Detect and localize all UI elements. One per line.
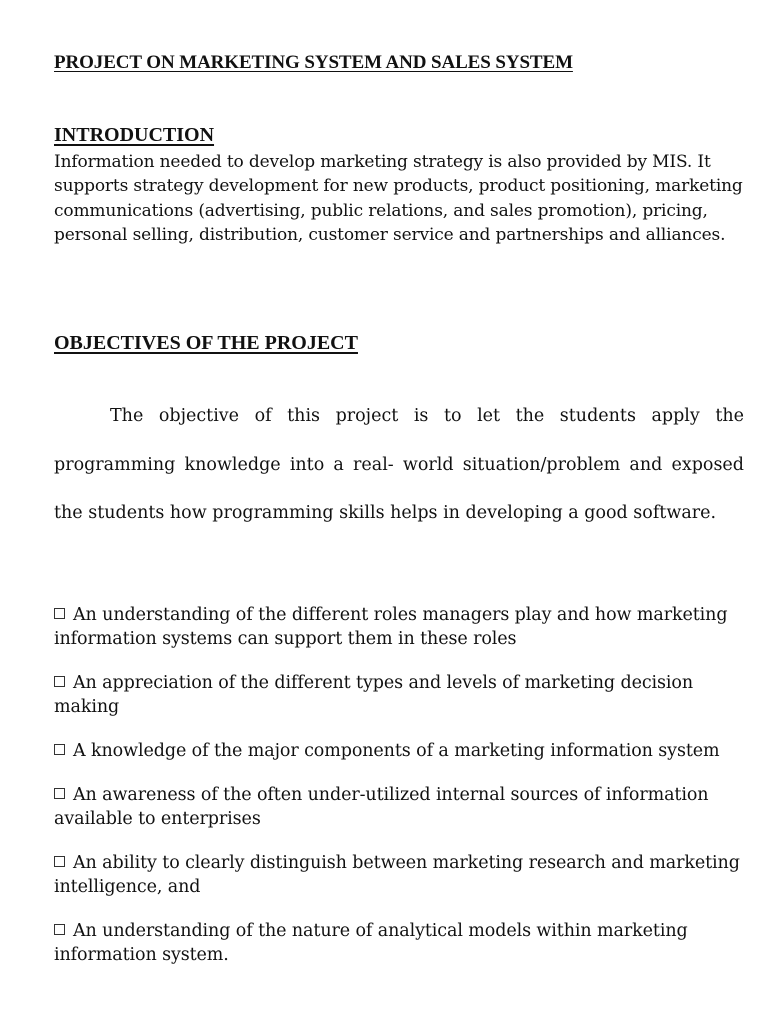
introduction-text: Information needed to develop marketing strategy is also provided by MIS. It supports strategy development for new products, product positioning, marketing communications (advertising, public relations, and sales promotion), pricing, personal selling, distribution, customer service and partnerships and alliances. — [54, 152, 743, 246]
list-item-text: An understanding of the different roles managers play and how marketing information systems can support them in these roles — [54, 605, 728, 649]
empty-square-icon — [54, 788, 65, 799]
objectives-heading: OBJECTIVES OF THE PROJECT — [54, 332, 358, 354]
list-item-text: An appreciation of the different types and levels of marketing decision making — [54, 673, 694, 717]
list-item — [54, 603, 754, 651]
list-item — [54, 783, 754, 831]
list-item-text: An understanding of the nature of analytical models within marketing information system. — [54, 921, 688, 965]
list-item-text: A knowledge of the major components of a marketing information system — [73, 741, 720, 761]
list-item — [54, 851, 754, 899]
list-item-text: An ability to clearly distinguish between marketing research and marketing intelligence, and — [54, 853, 740, 897]
objectives-list — [54, 603, 754, 987]
list-item-text: An awareness of the often under-utilized internal sources of information available to enterprises — [54, 785, 709, 829]
objectives-paragraph: The objective of this project is to let the students apply the programming knowledge into a real- world situation/problem and exposed the students how programming skills helps in developing a good software. — [54, 406, 744, 523]
document-title: PROJECT ON MARKETING SYSTEM AND SALES SYSTEM — [54, 52, 573, 73]
empty-square-icon — [54, 924, 65, 935]
document-page — [54, 0, 744, 1024]
list-item — [54, 739, 754, 763]
list-item — [54, 671, 754, 719]
list-item — [54, 919, 754, 967]
empty-square-icon — [54, 608, 65, 619]
introduction-heading: INTRODUCTION — [54, 124, 215, 146]
empty-square-icon — [54, 856, 65, 867]
empty-square-icon — [54, 744, 65, 755]
empty-square-icon — [54, 676, 65, 687]
